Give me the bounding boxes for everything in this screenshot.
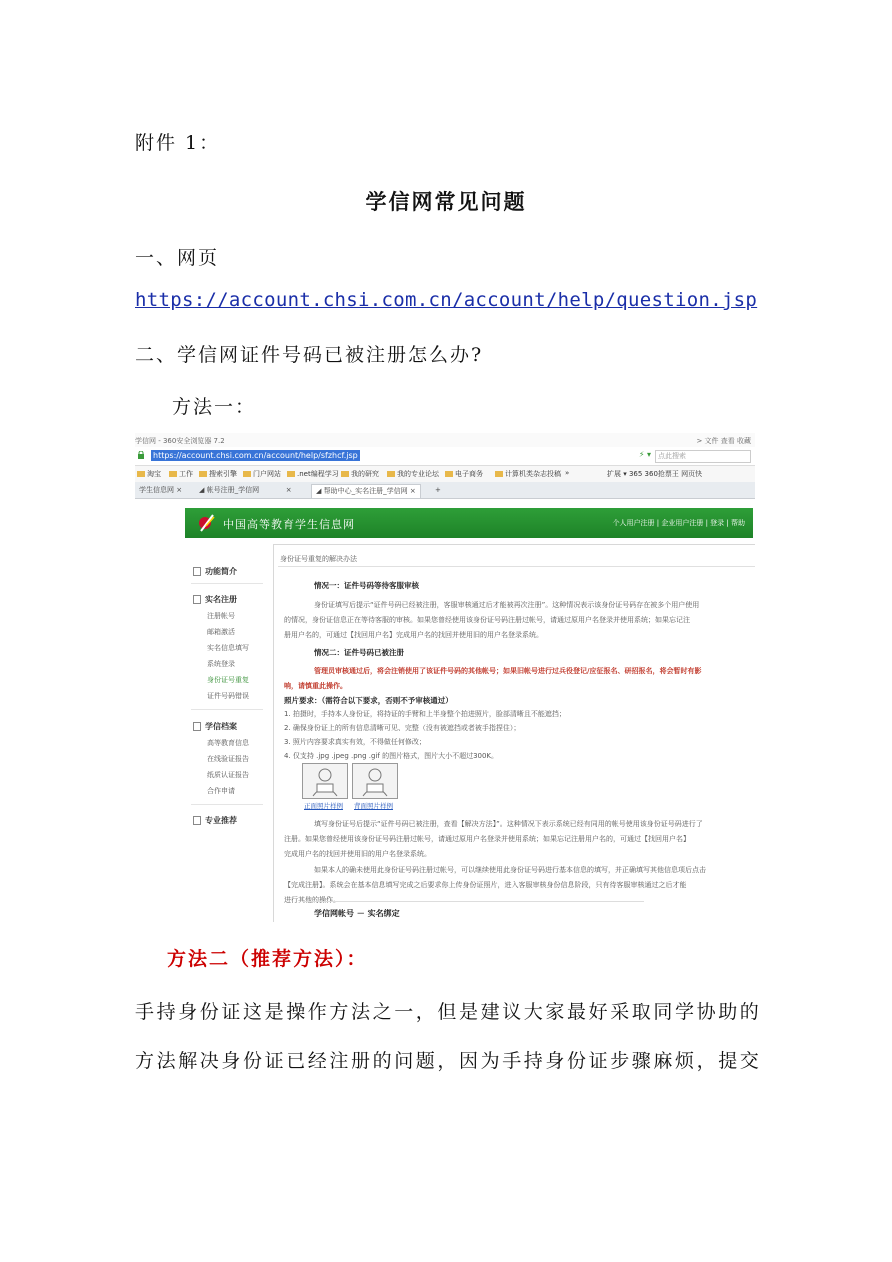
section-2-heading: 二、学信网证件号码已被注册怎么办? (135, 344, 484, 366)
browser-screenshot (135, 433, 755, 922)
folder-icon (169, 471, 177, 477)
document-icon (193, 595, 201, 604)
case-2-line: 进行其他的操作。 (284, 896, 340, 904)
case-1-line: 册用户名的，可通过【找回用户名】完成用户名的找回并使用旧的用户名登录系统。 (284, 631, 543, 639)
divider (191, 583, 263, 584)
folder-icon (137, 471, 145, 477)
document-title: 学信网常见问题 (365, 189, 527, 214)
document-icon (193, 816, 201, 825)
section-1-heading: 一、网页 (135, 247, 220, 269)
window-menu[interactable]: > 文件 查看 收藏 (696, 437, 751, 445)
help-question-link[interactable]: https://account.chsi.com.cn/account/help/question.jsp (135, 289, 758, 311)
help-content (273, 544, 755, 922)
address-url[interactable]: https://account.chsi.com.cn/account/help/sfzhcf.jsp (153, 451, 358, 460)
sidebar-group-register[interactable]: 实名注册 (193, 594, 237, 605)
chsi-logo-icon (197, 513, 217, 533)
address-tools-icon[interactable]: ⚡ ▾ (638, 450, 651, 459)
sidebar-group-archive[interactable]: 学信档案 (193, 721, 237, 732)
folder-icon (387, 471, 395, 477)
case-2-line: 填写身份证号后提示“证件号码已被注册，查看【解决方法】”。这种情况下表示系统已经有同用的帐号使用该身份证号码进行了 (314, 820, 703, 828)
case-2-line: 注册。如果您曾经使用该身份证号码注册过帐号，请通过原用户名登录并使用系统；如果忘记注册用户名的，可通过【找回用户名】 (284, 835, 690, 843)
paragraph-line: 方法解决身份证已经注册的问题，因为手持身份证步骤麻烦，提交 (135, 1050, 762, 1072)
sidebar-item-id-error[interactable]: 证件号码错误 (207, 692, 249, 700)
bookmark-item[interactable]: 工作 (169, 469, 193, 479)
bookmark-item[interactable]: 门户网站 (243, 469, 281, 479)
sidebar-item-paper-report[interactable]: 纸质认证报告 (207, 771, 249, 779)
paragraph-line: 手持身份证这是操作方法之一，但是建议大家最好采取同学协助的 (135, 1001, 762, 1023)
realname-bind-title: 学信网帐号 － 实名绑定 (314, 909, 400, 918)
tab-student-info[interactable]: 学生信息网 × (139, 486, 183, 494)
bookmark-item[interactable]: 电子商务 (445, 469, 483, 479)
sidebar-item-online-report[interactable]: 在线验证报告 (207, 755, 249, 763)
realname-bind-panel (304, 901, 644, 922)
case-2-line: 如果本人的确未使用此身份证号码注册过帐号，可以继续使用此身份证号码进行基本信息的填写，并正确填写其他信息项后点击 (314, 866, 706, 874)
case-2-warning: 管理员审核通过后，将会注销使用了该证件号码的其他帐号；如果旧帐号进行过兵役登记/应征报名、研招报名，将会暂时有影 (314, 667, 702, 675)
case-2-line: 【完成注册】。系统会在基本信息填写完成之后要求你上传身份证照片，进入客服审核身份信息阶段，只有待客服审核通过之后才能 (284, 881, 687, 889)
case-2-warning: 响，请慎重此操作。 (284, 682, 347, 690)
folder-icon (243, 471, 251, 477)
site-header-links[interactable]: 个人用户注册 | 企业用户注册 | 登录 | 帮助 (612, 519, 745, 527)
photo-requirement: 3. 照片内容要求真实有效，不得做任何修改； (284, 738, 426, 746)
divider (191, 709, 263, 710)
photo-requirement: 1. 拍摄时，手持本人身份证，将持证的手臂和上半身整个拍进照片，脸部清晰且不能遮挡； (284, 710, 566, 718)
address-bar (135, 447, 755, 466)
case-2-line: 完成用户名的找回并使用旧的用户名登录系统。 (284, 850, 431, 858)
person-with-id-icon (303, 764, 347, 798)
divider (191, 804, 263, 805)
divider (278, 566, 755, 567)
back-photo-sample-link[interactable]: 背面照片样例 (354, 802, 393, 810)
folder-icon (341, 471, 349, 477)
bookmarks-more[interactable]: » (565, 469, 570, 477)
sidebar-group-intro[interactable]: 功能简介 (193, 566, 237, 577)
new-tab-button[interactable]: + (435, 486, 441, 494)
bookmark-item[interactable]: 我的专业论坛 (387, 469, 439, 479)
bookmark-item[interactable]: 搜索引擎 (199, 469, 237, 479)
folder-icon (199, 471, 207, 477)
bookmark-item[interactable]: .net编程学习 (287, 469, 339, 479)
front-photo-sample[interactable] (302, 763, 348, 799)
search-input[interactable]: 点此搜索 (655, 450, 751, 463)
document-icon (193, 567, 201, 576)
document-icon (193, 722, 201, 731)
bookmark-item[interactable]: 我的研究 (341, 469, 379, 479)
case-1-line: 的情况，身份证信息正在等待客服的审核。如果您曾经使用该身份证号码注册过帐号，请通过原用户名登录并使用系统；如果忘记注 (284, 616, 690, 624)
bookmark-item[interactable]: 淘宝 (137, 469, 161, 479)
browser-titlebar (135, 433, 755, 447)
tab-strip (135, 482, 755, 499)
window-title: 学信网 - 360安全浏览器 7.2 (135, 437, 225, 445)
folder-icon (287, 471, 295, 477)
help-sidebar (185, 545, 269, 922)
case-1-title: 情况一：证件号码等待客服审核 (314, 581, 419, 590)
sidebar-item-id-duplicate[interactable]: 身份证号重复 (207, 676, 249, 684)
sidebar-item-register-account[interactable]: 注册帐号 (207, 612, 235, 620)
folder-icon (445, 471, 453, 477)
sidebar-item-realname-info[interactable]: 实名信息填写 (207, 644, 249, 652)
bookmarks-bar (135, 466, 755, 483)
case-2-title: 情况二：证件号码已被注册 (314, 648, 404, 657)
lock-icon (137, 451, 145, 459)
bookmark-item[interactable]: 计算机类杂志投稿 (495, 469, 561, 479)
method-2-label: 方法二（推荐方法）： (167, 948, 368, 970)
sidebar-item-email-activate[interactable]: 邮箱激活 (207, 628, 235, 636)
sidebar-item-higher-edu[interactable]: 高等教育信息 (207, 739, 249, 747)
tab-help-center[interactable]: ◢ 帮助中心_实名注册_学信网 × (311, 484, 421, 498)
sidebar-item-cooperation[interactable]: 合作申请 (207, 787, 235, 795)
person-with-id-icon (353, 764, 397, 798)
content-heading: 身份证号重复的解决办法 (280, 555, 357, 563)
tab-account-register[interactable]: ◢ 帐号注册_学信网 × (199, 486, 292, 494)
photo-requirement: 2. 确保身份证上的所有信息清晰可见、完整（没有被遮挡或者被手指捏住）； (284, 724, 521, 732)
front-photo-sample-link[interactable]: 正面照片样例 (304, 802, 343, 810)
back-photo-sample[interactable] (352, 763, 398, 799)
bookmarks-extensions[interactable]: 扩展 ▾ 365 360抢票王 网页快 (607, 470, 703, 478)
method-1-label: 方法一： (172, 396, 257, 418)
folder-icon (495, 471, 503, 477)
site-name: 中国高等教育学生信息网 (223, 518, 355, 531)
photo-requirement: 4. 仅支持 .jpg .jpeg .png .gif 的图片格式，图片大小不超过300K。 (284, 752, 499, 760)
sidebar-group-recommend[interactable]: 专业推荐 (193, 815, 237, 826)
site-header (185, 508, 753, 538)
sidebar-item-login[interactable]: 系统登录 (207, 660, 235, 668)
photo-requirements-title: 照片要求：（需符合以下要求，否则不予审核通过） (284, 696, 453, 705)
case-1-line: 身份证填写后提示“证件号码已经被注册，客服审核通过后才能被再次注册”。这种情况表示该身份证号码存在被多个用户使用 (314, 601, 700, 609)
attachment-label: 附件 1： (135, 132, 221, 154)
